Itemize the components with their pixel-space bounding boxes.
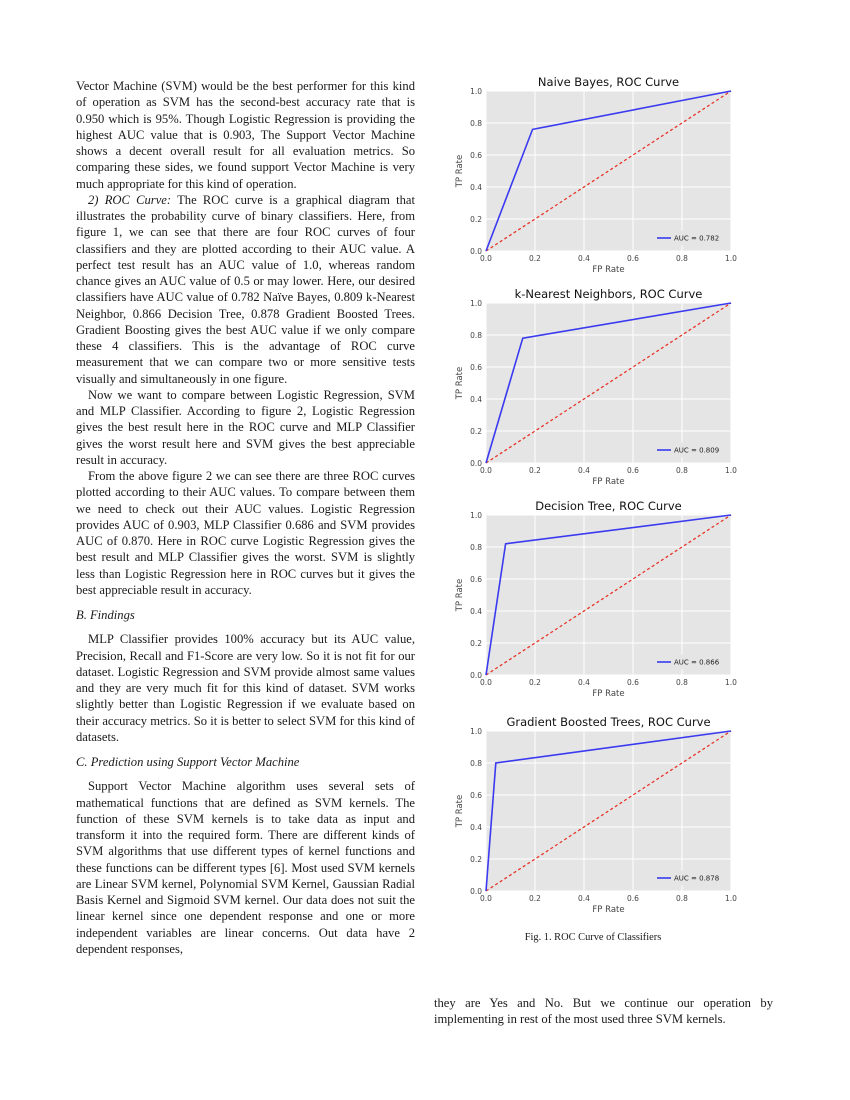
y-tick-label: 0.2 bbox=[470, 639, 482, 648]
y-tick-label: 0.2 bbox=[470, 855, 482, 864]
y-tick-label: 0.6 bbox=[470, 575, 482, 584]
section-heading-svm-prediction: C. Prediction using Support Vector Machine bbox=[76, 755, 300, 769]
y-tick-label: 0.0 bbox=[470, 887, 482, 896]
legend-label: AUC = 0.782 bbox=[674, 234, 720, 243]
paragraph-roc-curve bbox=[76, 192, 415, 387]
y-tick-label: 0.8 bbox=[470, 759, 482, 768]
chart-title: Gradient Boosted Trees, ROC Curve bbox=[506, 715, 711, 729]
y-axis-label: TP Rate bbox=[455, 154, 465, 188]
legend-label: AUC = 0.866 bbox=[674, 658, 720, 667]
y-tick-label: 0.4 bbox=[470, 395, 482, 404]
y-tick-label: 0.2 bbox=[470, 427, 482, 436]
roc-chart-svg bbox=[434, 714, 744, 924]
x-tick-label: 0.6 bbox=[627, 466, 639, 475]
chart-naive-bayes bbox=[434, 74, 744, 284]
y-tick-label: 0.4 bbox=[470, 607, 482, 616]
x-tick-label: 0.8 bbox=[676, 254, 688, 263]
y-tick-label: 0.8 bbox=[470, 331, 482, 340]
x-axis-label: FP Rate bbox=[592, 265, 625, 275]
x-axis-label: FP Rate bbox=[592, 905, 625, 915]
x-tick-label: 0.6 bbox=[627, 894, 639, 903]
paragraph-findings: MLP Classifier provides 100% accuracy but its AUC value, Precision, Recall and F1-Score are very low. So it is not fit for our dataset. Logistic Regression and SVM provide almost same values and they are very much fit for this kind of dataset. SVM works slightly better than Logistic Regression if we evaluate based on their accuracy metrics. So it is better to select SVM for this kind of datasets. bbox=[76, 632, 415, 744]
y-tick-label: 1.0 bbox=[470, 299, 482, 308]
y-tick-label: 0.4 bbox=[470, 823, 482, 832]
y-tick-label: 1.0 bbox=[470, 87, 482, 96]
paragraph-svm-conclusion: Vector Machine (SVM) would be the best performer for this kind of operation as SVM has the second-best accuracy rate that is 0.950 which is 95%. Though Logistic Regression is providing the highest AUC value that is 0.903, The Support Vector Machine shows a decent overall result for all evaluation metrics. So comparing these sides, we found support Vector Machine is very much appropriate for this kind of operation. bbox=[76, 79, 415, 191]
x-tick-label: 0.6 bbox=[627, 254, 639, 263]
x-tick-label: 0.0 bbox=[480, 894, 492, 903]
x-tick-label: 0.2 bbox=[529, 894, 541, 903]
x-tick-label: 0.0 bbox=[480, 466, 492, 475]
chart-title: Decision Tree, ROC Curve bbox=[535, 499, 682, 513]
chart-decision-tree bbox=[434, 498, 744, 708]
x-tick-label: 0.8 bbox=[676, 466, 688, 475]
x-tick-label: 0.2 bbox=[529, 466, 541, 475]
x-tick-label: 1.0 bbox=[725, 466, 737, 475]
chart-gradient-boosted-trees bbox=[434, 714, 744, 924]
chart-knn bbox=[434, 286, 744, 496]
y-tick-label: 0.6 bbox=[470, 363, 482, 372]
legend-label: AUC = 0.809 bbox=[674, 446, 720, 455]
right-column-text bbox=[434, 995, 773, 1028]
paragraph-compare-models: Now we want to compare between Logistic Regression, SVM and MLP Classifier. According to figure 2, Logistic Regression gives the best result here in the ROC curve and MLP Classifier gives the worst result here and SVM gives the best appreciable result in accuracy. bbox=[76, 387, 415, 467]
roc-chart-svg bbox=[434, 74, 744, 284]
x-tick-label: 0.4 bbox=[578, 466, 590, 475]
y-tick-label: 1.0 bbox=[470, 511, 482, 520]
x-axis-label: FP Rate bbox=[592, 477, 625, 487]
left-column bbox=[76, 78, 415, 957]
y-tick-label: 1.0 bbox=[470, 727, 482, 736]
chart-title: Naive Bayes, ROC Curve bbox=[537, 75, 680, 89]
x-tick-label: 0.8 bbox=[676, 678, 688, 687]
roc-curve-subheading: 2) ROC Curve: bbox=[88, 192, 172, 207]
x-tick-label: 1.0 bbox=[725, 678, 737, 687]
y-tick-label: 0.4 bbox=[470, 183, 482, 192]
x-tick-label: 1.0 bbox=[725, 894, 737, 903]
y-tick-label: 0.8 bbox=[470, 543, 482, 552]
x-tick-label: 0.4 bbox=[578, 254, 590, 263]
paragraph-figure2: From the above figure 2 we can see there are three ROC curves plotted according to their AUC values. To compare between them we need to check out their AUC values. Logistic Regression provides AUC of 0.903, MLP Classifier 0.686 and SVM provides AUC of 0.870. Here in ROC curve Logistic Regression gives the best result and MLP Classifier gives the worst. SVM is slightly less than Logistic Regression here in ROC curves but it gives the best appreciable result in accuracy. bbox=[76, 469, 415, 597]
x-axis-label: FP Rate bbox=[592, 689, 625, 699]
x-tick-label: 0.0 bbox=[480, 678, 492, 687]
y-tick-label: 0.0 bbox=[470, 247, 482, 256]
chart-title: k-Nearest Neighbors, ROC Curve bbox=[514, 287, 703, 301]
roc-curve-text: The ROC curve is a graphical diagram that illustrates the probability curve of binary classifiers. Here, from figure 1, we can see that there are four ROC curves of four classifiers and they are plotted according to their AUC value. A perfect test result has an AUC value of 1.0, whereas random chance gives an AUC value of 0.5 or may lower. Here, our desired classifiers have AUC value of 0.782 Naïve Bayes, 0.809 k-Nearest Neighbor, 0.866 Decision Tree, 0.878 Gradient Boosted Trees. Gradient Boosting gives the best AUC value if we only compare these 4 classifiers. This is the advantage of ROC curve measurement that we can compare two or more sensitive tests visually and simultaneously in one figure. bbox=[76, 192, 416, 386]
paragraph-kernels-continue: they are Yes and No. But we continue our operation by implementing in rest of the most used three SVM kernels. bbox=[434, 996, 773, 1027]
y-tick-label: 0.0 bbox=[470, 459, 482, 468]
x-tick-label: 1.0 bbox=[725, 254, 737, 263]
legend-label: AUC = 0.878 bbox=[674, 874, 720, 883]
y-tick-label: 0.6 bbox=[470, 791, 482, 800]
y-tick-label: 0.2 bbox=[470, 215, 482, 224]
x-tick-label: 0.0 bbox=[480, 254, 492, 263]
y-axis-label: TP Rate bbox=[455, 366, 465, 400]
paragraph-svm-kernels: Support Vector Machine algorithm uses several sets of mathematical functions that are defined as SVM kernels. The function of these SVM kernels is to take data as input and transform it into the required form. There are different kinds of SVM algorithms that use different types of kernel functions and these functions can be different types [6]. Most used SVM kernels are Linear SVM kernel, Polynomial SVM Kernel, Gaussian Radial Basis Kernel and Sigmoid SVM kernel. Our data does not suit the linear kernel since one dependent response and one or more independent variables are linear concerns. Out data have 2 dependent responses, bbox=[76, 779, 415, 956]
x-tick-label: 0.2 bbox=[529, 678, 541, 687]
x-tick-label: 0.4 bbox=[578, 894, 590, 903]
y-axis-label: TP Rate bbox=[455, 578, 465, 612]
y-tick-label: 0.0 bbox=[470, 671, 482, 680]
y-tick-label: 0.6 bbox=[470, 151, 482, 160]
x-tick-label: 0.6 bbox=[627, 678, 639, 687]
x-tick-label: 0.2 bbox=[529, 254, 541, 263]
section-heading-findings: B. Findings bbox=[76, 608, 135, 622]
x-tick-label: 0.8 bbox=[676, 894, 688, 903]
y-axis-label: TP Rate bbox=[455, 794, 465, 828]
roc-chart-svg bbox=[434, 286, 744, 496]
x-tick-label: 0.4 bbox=[578, 678, 590, 687]
roc-chart-svg bbox=[434, 498, 744, 708]
y-tick-label: 0.8 bbox=[470, 119, 482, 128]
figure-caption: Fig. 1. ROC Curve of Classifiers bbox=[524, 932, 662, 943]
